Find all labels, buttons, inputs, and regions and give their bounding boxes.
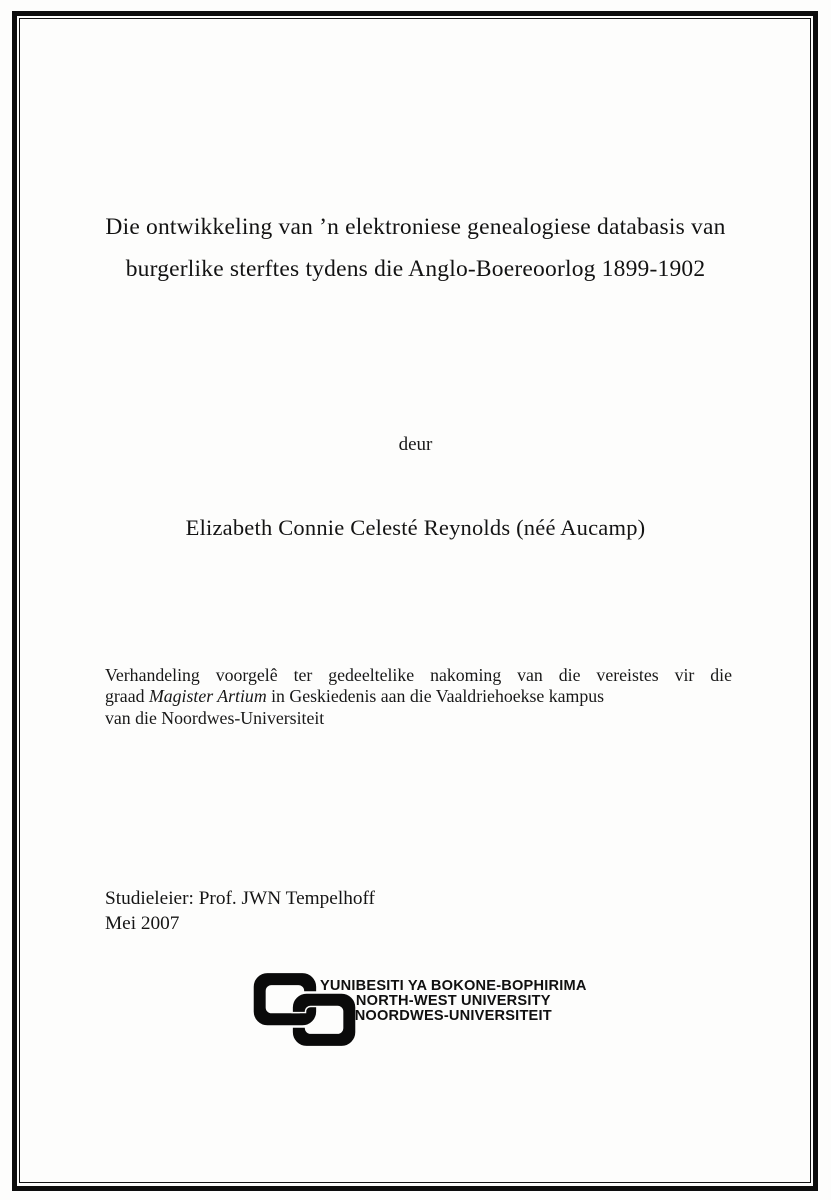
university-logo-text [320,972,587,1025]
supervisor-line: Studieleier: Prof. JWN Tempelhoff [105,888,375,909]
date-line: Mei 2007 [105,913,180,934]
logo-text-afrikaans: NOORDWES-UNIVERSITEIT [354,1008,552,1025]
university-logo [253,972,587,1047]
degree-statement-line3: van die Noordwes-Universiteit [105,707,325,728]
thesis-title-line2: burgerlike sterftes tydens die Anglo-Boereoorlog 1899-1902 [125,256,706,282]
byline-label: deur [398,434,433,455]
degree-name-italic: Magister Artium [148,686,267,707]
thesis-title-line1: Die ontwikkeling van ’n elektroniese genealogiese databasis van [105,214,726,240]
logo-text-english: NORTH-WEST UNIVERSITY [355,993,551,1010]
degree-statement-line2-pre: graad [105,686,149,707]
thesis-title [60,206,771,290]
logo-text-setswana: YUNIBESITI YA BOKONE-BOPHIRIMA [320,978,587,994]
degree-statement [105,665,732,729]
author-name: Elizabeth Connie Celesté Reynolds (néé Aucamp) [185,515,646,540]
degree-statement-line1: Verhandeling voorgelê ter gedeeltelike nakoming van die vereistes vir die [105,665,732,685]
degree-statement-line2 [105,686,732,707]
supervisor-block [105,886,375,936]
degree-statement-line2-post: in Geskiedenis aan die Vaaldriehoekse kampus [266,686,605,707]
